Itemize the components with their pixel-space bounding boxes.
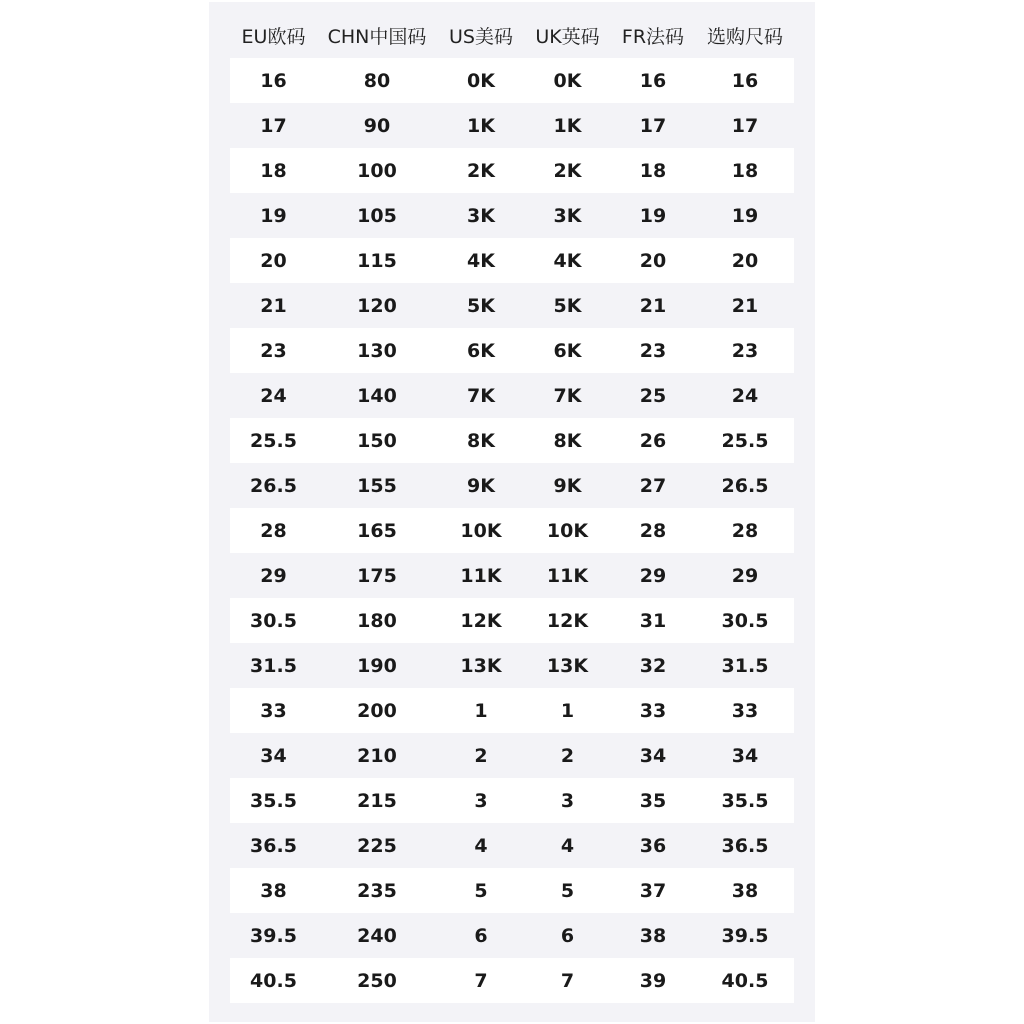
- cell-eu: 39.5: [250, 924, 297, 947]
- cell-selected-size: 24: [731, 384, 759, 407]
- cell-eu: 19: [260, 204, 287, 227]
- cell-us: 5K: [467, 294, 495, 317]
- cell-uk: 0K: [553, 69, 582, 92]
- cell-chn: 140: [357, 384, 397, 407]
- table-row: [230, 733, 794, 778]
- table-row: [230, 823, 794, 868]
- cell-chn: 155: [357, 474, 397, 497]
- table-row: [230, 688, 794, 733]
- cell-selected-size: 31.5: [721, 654, 769, 677]
- cell-chn: 180: [357, 609, 397, 632]
- cell-us: 7K: [467, 384, 495, 407]
- cell-fr: 19: [639, 204, 667, 227]
- cell-eu: 26.5: [250, 474, 297, 497]
- cell-fr: 37: [639, 879, 667, 902]
- cell-chn: 175: [357, 564, 397, 587]
- cell-selected-size: 40.5: [721, 969, 769, 992]
- table-row: [230, 103, 794, 148]
- cell-selected-size: 21: [731, 294, 759, 317]
- cell-eu: 23: [260, 339, 287, 362]
- cell-fr: 34: [639, 744, 667, 767]
- cell-chn: 90: [363, 114, 391, 137]
- size-chart-header-row: [230, 12, 794, 58]
- cell-eu: 25.5: [250, 429, 297, 452]
- cell-uk: 3K: [553, 204, 582, 227]
- cell-uk: 7: [560, 969, 575, 992]
- cell-us: 1K: [467, 114, 495, 137]
- cell-us: 4: [474, 834, 488, 857]
- cell-eu: 34: [260, 744, 287, 767]
- cell-us: 8K: [467, 429, 495, 452]
- cell-us: 2: [474, 744, 488, 767]
- cell-us: 11K: [460, 564, 502, 587]
- cell-eu: 28: [260, 519, 287, 542]
- cell-us: 10K: [460, 519, 502, 542]
- size-chart-panel: [209, 2, 815, 1022]
- column-header-fr: FR法码: [621, 25, 685, 48]
- cell-selected-size: 25.5: [721, 429, 769, 452]
- cell-uk: 6: [560, 924, 575, 947]
- table-row: [230, 958, 794, 1003]
- cell-eu: 24: [260, 384, 287, 407]
- cell-us: 7: [474, 969, 488, 992]
- cell-fr: 20: [639, 249, 667, 272]
- cell-selected-size: 30.5: [721, 609, 769, 632]
- cell-us: 3: [474, 789, 488, 812]
- cell-uk: 8K: [553, 429, 582, 452]
- cell-uk: 1K: [553, 114, 582, 137]
- cell-fr: 38: [639, 924, 667, 947]
- cell-fr: 26: [639, 429, 667, 452]
- cell-fr: 16: [639, 69, 667, 92]
- table-row: [230, 283, 794, 328]
- cell-eu: 38: [260, 879, 287, 902]
- cell-us: 6K: [467, 339, 495, 362]
- table-row: [230, 643, 794, 688]
- cell-us: 9K: [467, 474, 495, 497]
- cell-uk: 2: [560, 744, 575, 767]
- cell-selected-size: 29: [731, 564, 759, 587]
- cell-chn: 215: [357, 789, 397, 812]
- cell-fr: 31: [639, 609, 667, 632]
- column-header-us: US美码: [449, 25, 513, 48]
- cell-eu: 40.5: [250, 969, 297, 992]
- cell-uk: 2K: [553, 159, 582, 182]
- cell-selected-size: 23: [731, 339, 759, 362]
- cell-uk: 6K: [553, 339, 582, 362]
- cell-uk: 5: [560, 879, 575, 902]
- cell-selected-size: 35.5: [721, 789, 769, 812]
- table-row: [230, 418, 794, 463]
- cell-eu: 31.5: [250, 654, 297, 677]
- cell-chn: 120: [357, 294, 397, 317]
- cell-fr: 36: [639, 834, 667, 857]
- cell-selected-size: 33: [731, 699, 759, 722]
- table-row: [230, 148, 794, 193]
- cell-eu: 36.5: [250, 834, 297, 857]
- cell-eu: 17: [260, 114, 287, 137]
- cell-uk: 1: [560, 699, 575, 722]
- cell-us: 6: [474, 924, 488, 947]
- cell-chn: 210: [357, 744, 397, 767]
- cell-chn: 100: [357, 159, 397, 182]
- cell-us: 4K: [467, 249, 495, 272]
- cell-uk: 4K: [553, 249, 582, 272]
- cell-selected-size: 26.5: [721, 474, 769, 497]
- cell-fr: 21: [639, 294, 667, 317]
- cell-selected-size: 18: [731, 159, 759, 182]
- column-header-selected-size: 选购尺码: [706, 25, 783, 48]
- cell-fr: 39: [639, 969, 667, 992]
- cell-chn: 105: [357, 204, 397, 227]
- cell-selected-size: 28: [731, 519, 759, 542]
- cell-fr: 27: [639, 474, 667, 497]
- table-row: [230, 778, 794, 823]
- column-header-chn: CHN中国码: [327, 25, 427, 48]
- cell-selected-size: 39.5: [721, 924, 769, 947]
- cell-chn: 165: [357, 519, 397, 542]
- cell-eu: 33: [260, 699, 287, 722]
- cell-chn: 235: [357, 879, 397, 902]
- cell-selected-size: 16: [731, 69, 759, 92]
- table-row: [230, 193, 794, 238]
- cell-uk: 7K: [553, 384, 582, 407]
- cell-chn: 190: [357, 654, 397, 677]
- cell-uk: 10K: [546, 519, 589, 542]
- cell-uk: 13K: [546, 654, 589, 677]
- cell-us: 12K: [460, 609, 502, 632]
- cell-fr: 29: [639, 564, 667, 587]
- cell-uk: 3: [560, 789, 575, 812]
- table-row: [230, 373, 794, 418]
- cell-eu: 21: [260, 294, 287, 317]
- cell-fr: 28: [639, 519, 667, 542]
- cell-fr: 33: [639, 699, 667, 722]
- cell-uk: 11K: [546, 564, 589, 587]
- cell-chn: 200: [357, 699, 397, 722]
- table-row: [230, 553, 794, 598]
- cell-us: 5: [474, 879, 488, 902]
- cell-us: 13K: [460, 654, 502, 677]
- table-row: [230, 328, 794, 373]
- cell-uk: 4: [560, 834, 575, 857]
- cell-eu: 18: [260, 159, 287, 182]
- cell-eu: 30.5: [250, 609, 297, 632]
- cell-us: 2K: [467, 159, 495, 182]
- cell-selected-size: 17: [731, 114, 759, 137]
- cell-selected-size: 36.5: [721, 834, 769, 857]
- cell-selected-size: 19: [731, 204, 759, 227]
- table-row: [230, 598, 794, 643]
- cell-chn: 225: [357, 834, 397, 857]
- cell-selected-size: 38: [731, 879, 759, 902]
- cell-fr: 25: [639, 384, 667, 407]
- cell-selected-size: 34: [731, 744, 759, 767]
- column-header-uk: UK英码: [535, 25, 600, 48]
- size-chart-body: [230, 58, 794, 1003]
- table-row: [230, 58, 794, 103]
- cell-eu: 20: [260, 249, 287, 272]
- cell-fr: 18: [639, 159, 667, 182]
- cell-chn: 80: [363, 69, 391, 92]
- cell-selected-size: 20: [731, 249, 759, 272]
- cell-fr: 23: [639, 339, 667, 362]
- table-row: [230, 463, 794, 508]
- cell-fr: 32: [639, 654, 667, 677]
- cell-us: 1: [474, 699, 488, 722]
- table-row: [230, 238, 794, 283]
- cell-chn: 240: [357, 924, 397, 947]
- cell-eu: 29: [260, 564, 287, 587]
- cell-chn: 250: [357, 969, 397, 992]
- cell-chn: 130: [357, 339, 397, 362]
- column-header-eu: EU欧码: [241, 25, 306, 48]
- cell-eu: 16: [260, 69, 287, 92]
- table-row: [230, 913, 794, 958]
- cell-fr: 17: [639, 114, 667, 137]
- cell-chn: 115: [357, 249, 397, 272]
- cell-us: 3K: [467, 204, 495, 227]
- cell-fr: 35: [639, 789, 667, 812]
- cell-us: 0K: [467, 69, 495, 92]
- cell-uk: 5K: [553, 294, 582, 317]
- cell-eu: 35.5: [250, 789, 297, 812]
- table-row: [230, 508, 794, 553]
- cell-chn: 150: [357, 429, 397, 452]
- cell-uk: 12K: [546, 609, 589, 632]
- table-row: [230, 868, 794, 913]
- cell-uk: 9K: [553, 474, 582, 497]
